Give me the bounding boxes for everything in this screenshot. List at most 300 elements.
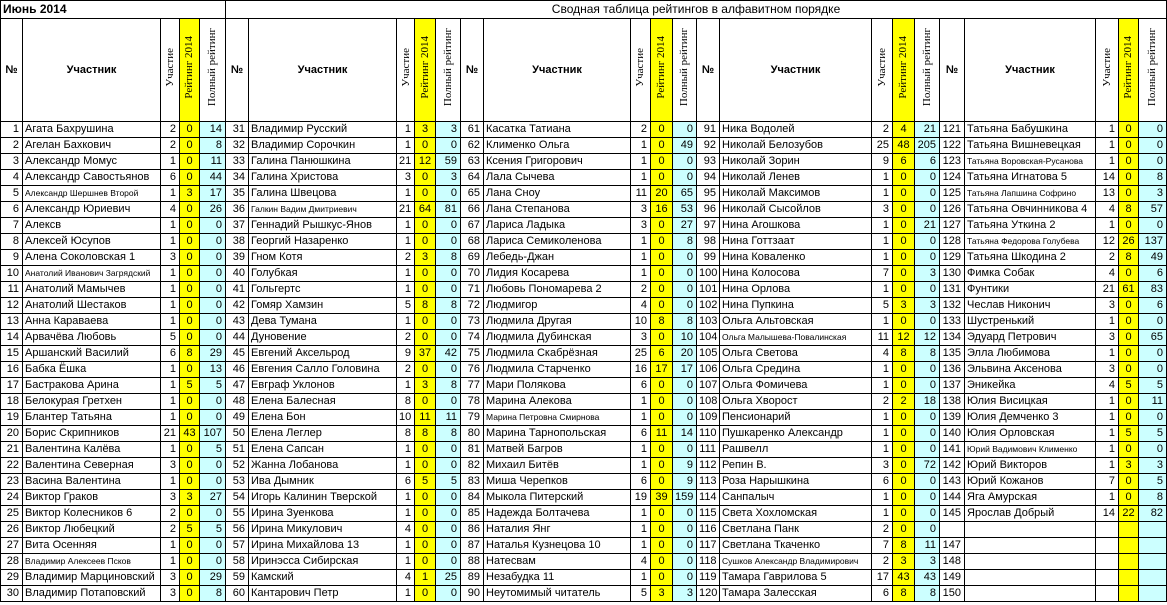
table-title: Сводная таблица рейтингов в алфавитном порядке [226,1,1167,19]
row-number: 71 [461,282,484,298]
participant-name: Татьяна Шкодина 2 [965,250,1096,266]
row-number: 33 [226,154,249,170]
participation-count: 2 [397,330,415,346]
participant-name: Татьяна Бабушкина [965,122,1096,138]
participant-name: Татьяна Овчинникова 4 [965,202,1096,218]
row-number: 12 [1,298,23,314]
rating-2014: 12 [893,330,915,346]
table-row [1,218,1167,234]
rating-2014: 0 [415,394,436,410]
rating-2014: 0 [1119,330,1139,346]
participation-count: 1 [397,458,415,474]
participation-count: 11 [631,186,651,202]
full-rating [1139,570,1167,586]
full-rating: 57 [1139,202,1167,218]
participant-name: Галина Панюшкина [249,154,397,170]
rating-2014: 0 [180,458,200,474]
row-number: 80 [461,426,484,442]
participation-count: 1 [631,154,651,170]
row-number: 52 [226,458,249,474]
full-rating: 29 [200,570,226,586]
full-rating [1139,554,1167,570]
row-number: 26 [1,522,23,538]
row-number: 61 [461,122,484,138]
header-full-rating: Полный рейтинг [200,19,226,122]
table-row [1,394,1167,410]
row-number: 47 [226,378,249,394]
participation-count: 1 [1096,154,1119,170]
table-row [1,570,1167,586]
participant-name: Васина Валентина [23,474,161,490]
row-number: 76 [461,362,484,378]
full-rating: 65 [673,186,697,202]
participation-count: 10 [631,314,651,330]
row-number: 6 [1,202,23,218]
table-row [1,410,1167,426]
rating-2014: 8 [180,346,200,362]
rating-2014: 0 [893,266,915,282]
full-rating: 0 [436,266,461,282]
full-rating: 0 [673,554,697,570]
row-number: 110 [697,426,720,442]
participant-name: Елена Леглер [249,426,397,442]
participation-count: 1 [161,314,180,330]
participant-name: Николай Зорин [720,154,872,170]
rating-2014: 3 [1119,458,1139,474]
participation-count: 1 [1096,346,1119,362]
row-number: 32 [226,138,249,154]
row-number: 65 [461,186,484,202]
rating-2014: 0 [180,298,200,314]
participant-name: Валентина Калёва [23,442,161,458]
participant-name: Сушков Александр Владимирович [720,554,872,570]
row-number: 147 [940,538,965,554]
table-row [1,314,1167,330]
participant-name [965,570,1096,586]
full-rating: 8 [436,250,461,266]
participation-count: 1 [1096,490,1119,506]
participation-count: 17 [872,570,893,586]
participant-name: Натесвам [484,554,631,570]
full-rating: 0 [1139,314,1167,330]
rating-2014: 0 [415,138,436,154]
participation-count: 25 [631,346,651,362]
row-number: 53 [226,474,249,490]
rating-2014: 0 [1119,362,1139,378]
participant-name: Рашвелл [720,442,872,458]
full-rating: 27 [673,218,697,234]
participant-name: Людмила Старченко [484,362,631,378]
rating-2014: 3 [415,378,436,394]
row-number: 143 [940,474,965,490]
participant-name: Дева Тумана [249,314,397,330]
rating-2014: 0 [180,570,200,586]
row-number: 120 [697,586,720,602]
row-number: 139 [940,410,965,426]
rating-2014: 8 [651,314,673,330]
full-rating: 0 [673,250,697,266]
table-row [1,298,1167,314]
rating-2014: 0 [893,378,915,394]
rating-2014: 3 [651,586,673,602]
participation-count: 2 [161,122,180,138]
full-rating: 0 [673,394,697,410]
rating-2014: 0 [651,234,673,250]
rating-2014: 0 [651,458,673,474]
table-row [1,330,1167,346]
row-number: 29 [1,570,23,586]
row-number: 8 [1,234,23,250]
rating-2014: 5 [180,522,200,538]
row-number: 28 [1,554,23,570]
full-rating: 0 [673,378,697,394]
full-rating: 0 [436,458,461,474]
table-row [1,266,1167,282]
participation-count: 1 [161,266,180,282]
participation-count: 1 [631,410,651,426]
participation-count: 1 [631,538,651,554]
full-rating: 25 [436,570,461,586]
full-rating: 18 [915,394,940,410]
rating-2014: 0 [180,154,200,170]
participant-name: Фунтики [965,282,1096,298]
rating-2014: 5 [180,378,200,394]
full-rating: 0 [673,522,697,538]
full-rating: 8 [200,586,226,602]
row-number: 121 [940,122,965,138]
full-rating: 43 [915,570,940,586]
rating-2014 [1119,554,1139,570]
participation-count: 1 [161,362,180,378]
row-number: 75 [461,346,484,362]
rating-2014: 0 [651,154,673,170]
participation-count: 7 [872,266,893,282]
participant-name: Лебедь-Джан [484,250,631,266]
row-number: 63 [461,154,484,170]
row-number: 142 [940,458,965,474]
header-participation: Участие [872,19,893,122]
row-number: 70 [461,266,484,282]
table-row [1,282,1167,298]
participation-count: 7 [872,538,893,554]
participant-name: Касатка Татиана [484,122,631,138]
row-number: 148 [940,554,965,570]
row-number: 107 [697,378,720,394]
participant-name: Алена Соколовская 1 [23,250,161,266]
header-participation: Участие [397,19,415,122]
participant-name: Эникейка [965,378,1096,394]
participation-count: 1 [872,170,893,186]
row-number: 62 [461,138,484,154]
full-rating: 3 [915,554,940,570]
participation-count: 1 [161,394,180,410]
participant-name: Александр Момус [23,154,161,170]
participant-name: Лана Степанова [484,202,631,218]
rating-2014: 0 [180,442,200,458]
rating-2014: 0 [651,122,673,138]
row-number: 104 [697,330,720,346]
full-rating: 0 [1139,122,1167,138]
participant-name: Владимир Сорочкин [249,138,397,154]
rating-2014: 0 [651,298,673,314]
participant-name: Миша Черепков [484,474,631,490]
full-rating: 0 [200,298,226,314]
full-rating: 3 [673,586,697,602]
rating-2014: 0 [180,474,200,490]
participation-count: 3 [161,250,180,266]
row-number: 7 [1,218,23,234]
participation-count [1096,586,1119,602]
rating-2014: 0 [180,170,200,186]
participation-count: 6 [872,586,893,602]
table-row [1,586,1167,602]
full-rating: 0 [436,554,461,570]
row-number: 130 [940,266,965,282]
table-row [1,426,1167,442]
rating-2014: 0 [893,426,915,442]
rating-2014: 0 [651,442,673,458]
header-participant: Участник [23,19,161,122]
row-number: 135 [940,346,965,362]
row-number: 111 [697,442,720,458]
rating-2014: 0 [415,362,436,378]
participant-name: Света Хохломская [720,506,872,522]
participation-count: 1 [161,186,180,202]
participation-count: 1 [161,378,180,394]
row-number: 150 [940,586,965,602]
row-number: 108 [697,394,720,410]
participant-name: Санпалыч [720,490,872,506]
full-rating [1139,538,1167,554]
row-number: 56 [226,522,249,538]
rating-2014: 0 [651,474,673,490]
participant-name: Агата Бахрушина [23,122,161,138]
rating-2014: 0 [893,202,915,218]
participation-count: 1 [872,282,893,298]
participant-name: Ольга Хворост [720,394,872,410]
full-rating: 17 [200,186,226,202]
full-rating: 0 [915,474,940,490]
full-rating: 0 [915,506,940,522]
rating-2014: 0 [180,218,200,234]
participant-name: Юрий Викторов [965,458,1096,474]
participant-name: Пушкаренко Александр [720,426,872,442]
participant-name: Ива Дымник [249,474,397,490]
full-rating: 0 [436,330,461,346]
participation-count: 1 [161,474,180,490]
full-rating: 0 [1139,410,1167,426]
rating-2014: 5 [415,474,436,490]
full-rating: 10 [673,330,697,346]
participation-count: 6 [872,474,893,490]
participant-name: Елена Бон [249,410,397,426]
row-number: 134 [940,330,965,346]
row-number: 88 [461,554,484,570]
full-rating: 0 [436,442,461,458]
row-number: 144 [940,490,965,506]
participant-name: Светлана Панк [720,522,872,538]
rating-2014: 0 [415,458,436,474]
full-rating: 0 [200,266,226,282]
participant-name [965,522,1096,538]
full-rating: 81 [436,202,461,218]
rating-2014: 0 [1119,474,1139,490]
row-number: 78 [461,394,484,410]
rating-2014: 0 [893,186,915,202]
rating-2014: 0 [893,314,915,330]
participant-name: Михаил Битёв [484,458,631,474]
rating-2014: 0 [893,506,915,522]
full-rating: 8 [1139,490,1167,506]
row-number: 96 [697,202,720,218]
rating-2014: 0 [651,522,673,538]
participation-count: 1 [397,586,415,602]
rating-2014: 5 [1119,378,1139,394]
participation-count: 12 [1096,234,1119,250]
participant-name: Алексв [23,218,161,234]
full-rating: 0 [436,186,461,202]
rating-2014: 0 [651,554,673,570]
full-rating: 0 [915,362,940,378]
rating-2014: 0 [893,474,915,490]
rating-2014: 0 [651,570,673,586]
participation-count: 1 [161,154,180,170]
participant-name: Гном Котя [249,250,397,266]
participation-count: 1 [397,138,415,154]
participant-name: Галкин Вадим Дмитриевич [249,202,397,218]
rating-2014: 0 [651,218,673,234]
participation-count: 1 [1096,314,1119,330]
participant-name: Юлия Орловская [965,426,1096,442]
full-rating: 14 [200,122,226,138]
participation-count: 2 [161,138,180,154]
rating-2014: 0 [893,522,915,538]
participation-count: 6 [631,426,651,442]
rating-2014: 0 [180,234,200,250]
full-rating: 0 [436,506,461,522]
table-row [1,362,1167,378]
rating-2014: 0 [651,330,673,346]
participant-name: Елена Сапсан [249,442,397,458]
row-number: 102 [697,298,720,314]
rating-2014: 11 [651,426,673,442]
full-rating: 0 [436,234,461,250]
rating-2014: 0 [1119,346,1139,362]
participant-name: Фимка Собак [965,266,1096,282]
participation-count: 2 [872,394,893,410]
participation-count: 4 [631,554,651,570]
rating-2014: 6 [651,346,673,362]
row-number: 91 [697,122,720,138]
participation-count: 25 [872,138,893,154]
participation-count: 14 [1096,506,1119,522]
participant-name: Бабка Ёшка [23,362,161,378]
row-number: 27 [1,538,23,554]
table-row [1,346,1167,362]
participant-name: Юлия Висицкая [965,394,1096,410]
row-number: 2 [1,138,23,154]
participant-name: Камский [249,570,397,586]
full-rating: 0 [1139,218,1167,234]
row-number: 3 [1,154,23,170]
full-rating: 0 [915,314,940,330]
rating-2014: 3 [180,490,200,506]
participant-name: Роза Нарышкина [720,474,872,490]
participation-count: 3 [161,586,180,602]
participant-name: Юрий Кожанов [965,474,1096,490]
full-rating: 0 [436,314,461,330]
rating-2014 [1119,522,1139,538]
rating-2014: 0 [651,538,673,554]
participant-name: Лана Сноу [484,186,631,202]
full-rating: 49 [673,138,697,154]
row-number: 30 [1,586,23,602]
rating-2014: 1 [415,570,436,586]
full-rating: 0 [200,474,226,490]
rating-2014: 0 [893,282,915,298]
participant-name: Марина Тарнопольская [484,426,631,442]
participation-count: 2 [161,522,180,538]
full-rating: 11 [915,538,940,554]
full-rating: 12 [915,330,940,346]
participation-count: 8 [397,394,415,410]
participation-count: 3 [872,202,893,218]
rating-2014: 0 [415,538,436,554]
participant-name: Ирина Зуенкова [249,506,397,522]
rating-2014: 37 [415,346,436,362]
participant-name: Галина Швецова [249,186,397,202]
participation-count: 3 [161,490,180,506]
full-rating: 21 [915,218,940,234]
participant-name: Юрий Вадимович Клименко [965,442,1096,458]
participation-count: 14 [1096,170,1119,186]
full-rating: 0 [200,394,226,410]
rating-2014: 0 [651,394,673,410]
participant-name: Марина Алекова [484,394,631,410]
participant-name: Георгий Назаренко [249,234,397,250]
full-rating: 0 [915,426,940,442]
participation-count: 1 [872,314,893,330]
table-row [1,170,1167,186]
participation-count: 4 [1096,202,1119,218]
participation-count: 1 [872,506,893,522]
full-rating: 0 [673,282,697,298]
participation-count: 1 [161,282,180,298]
header-participant: Участник [720,19,872,122]
rating-2014: 0 [415,554,436,570]
row-number: 57 [226,538,249,554]
title-row [1,1,1167,19]
participation-count: 2 [161,506,180,522]
participant-name: Репин В. [720,458,872,474]
participant-name: Мари Полякова [484,378,631,394]
rating-2014: 0 [415,186,436,202]
header-rating-2014: Рейтинг 2014 [1119,19,1139,122]
full-rating: 0 [915,522,940,538]
row-number: 140 [940,426,965,442]
row-number: 23 [1,474,23,490]
participant-name: Ольга Малышева-Повалинская [720,330,872,346]
participation-count: 3 [1096,362,1119,378]
rating-2014: 0 [651,266,673,282]
full-rating: 205 [915,138,940,154]
full-rating: 0 [200,250,226,266]
row-number: 149 [940,570,965,586]
participant-name: Голубкая [249,266,397,282]
participation-count: 1 [1096,442,1119,458]
rating-2014: 0 [180,314,200,330]
full-rating: 0 [436,362,461,378]
